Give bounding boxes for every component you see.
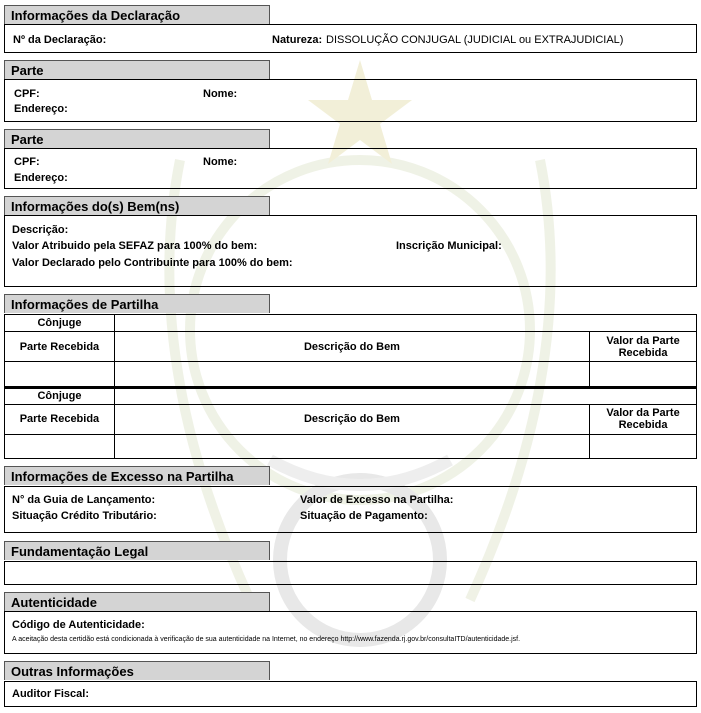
section-title-fundamentacao: Fundamentação Legal [4,541,270,560]
valor-sefaz-label: Valor Atribuido pela SEFAZ para 100% do bem: [12,240,258,252]
nome-label: Nome: [203,156,238,168]
autenticidade-aviso: A aceitação desta certidão está condicionada à verificação de sua autenticidade na Internet, no endereço http://www.fazenda.rj.gov.br/consultaITD/autenticidade.jsf. [12,636,521,643]
valor-excesso-label: Valor de Excesso na Partilha: [300,494,454,506]
valor-parte-header: Valor da Parte Recebida [590,332,697,362]
parte-box [4,148,697,189]
valor-declarado-label: Valor Declarado pelo Contribuinte para 100% do bem: [12,257,293,269]
cpf-label: CPF: [14,156,40,168]
partilha-table [4,387,697,459]
section-title-partilha: Informações de Partilha [4,294,270,313]
auditor-fiscal-label: Auditor Fiscal: [12,688,90,700]
outras-box [4,681,697,707]
autenticidade-box [4,611,697,654]
section-title-bens: Informações do(s) Bem(ns) [4,196,270,215]
credito-tributario-label: Situação Crédito Tributário: [12,510,157,522]
nome-label: Nome: [203,88,238,100]
section-title-declaracao: Informações da Declaração [4,5,270,24]
section-title-outras: Outras Informações [4,661,270,680]
declaracao-box [4,24,697,53]
endereco-label: Endereço: [14,172,68,184]
fundamentacao-box [4,561,697,585]
section-title-autenticidade: Autenticidade [4,592,270,611]
inscricao-municipal-label: Inscrição Municipal: [396,240,502,252]
conjuge-cell: Cônjuge [5,315,115,332]
partilha-table [4,314,697,387]
conjuge-cell: Cônjuge [5,388,115,404]
section-title-parte: Parte [4,60,270,79]
natureza-value: DISSOLUÇÃO CONJUGAL (JUDICIAL ou EXTRAJUDICIAL) [326,34,624,46]
guia-lancamento-label: N° da Guia de Lançamento: [12,494,156,506]
cpf-label: CPF: [14,88,40,100]
section-title-excesso: Informações de Excesso na Partilha [4,466,270,485]
numero-declaracao-label: Nº da Declaração: [13,34,107,46]
situacao-pagamento-label: Situação de Pagamento: [300,510,428,522]
parte-recebida-header: Parte Recebida [5,404,115,434]
descricao-label: Descrição: [12,224,69,236]
endereco-label: Endereço: [14,103,68,115]
parte-box [4,79,697,122]
section-title-parte: Parte [4,129,270,148]
natureza-label: Natureza: [272,34,323,46]
excesso-box [4,486,697,533]
descricao-bem-header: Descrição do Bem [114,404,589,434]
codigo-autenticidade-label: Código de Autenticidade: [12,619,145,631]
valor-parte-header: Valor da Parte Recebida [590,404,697,434]
descricao-bem-header: Descrição do Bem [114,332,589,362]
parte-recebida-header: Parte Recebida [5,332,115,362]
bens-box [4,215,697,287]
